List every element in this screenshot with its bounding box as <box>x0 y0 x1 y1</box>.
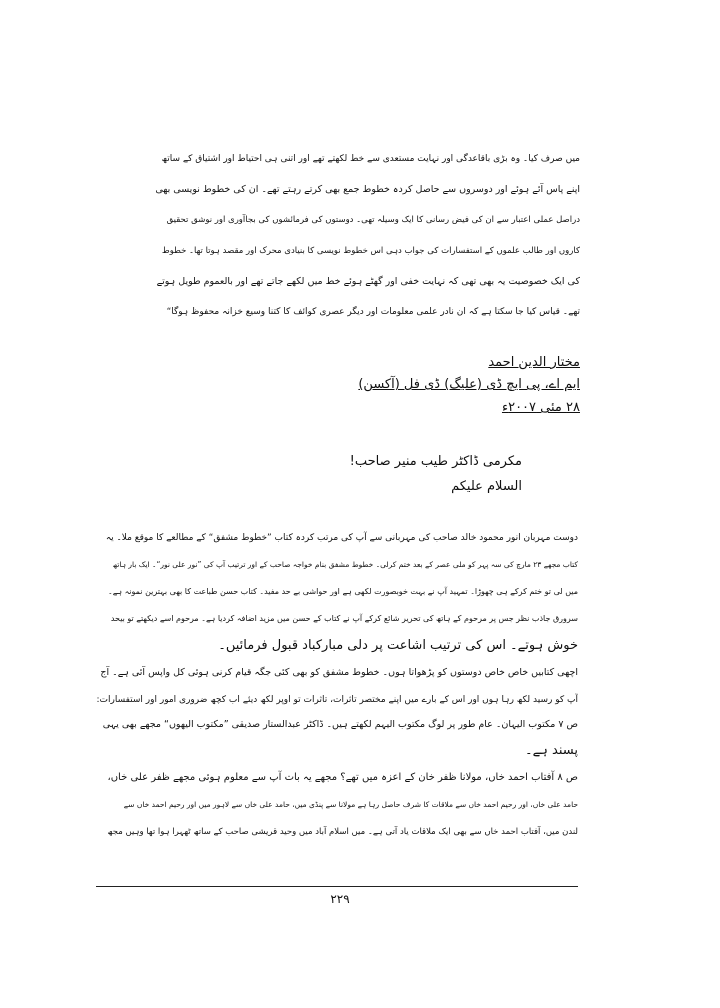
text-line: کاروں اور طالب علموں کے استفسارات کی جواب دہی اس خطوط نویسی کا بنیادی محرک اور مقصد ہوتا تھا۔ خطوط <box>161 246 580 256</box>
signature-name: مختار الدین احمد <box>488 355 580 370</box>
text-line: میں صرف کیا۔ وہ بڑی باقاعدگی اور نہایت مستعدی سے خط لکھتے تھے اور اتنی ہی احتیاط اور اشتیاق کے ساتھ <box>161 154 580 164</box>
text-line: خوش ہوتے۔ اس کی ترتیب اشاعت پر دلی مبارکباد قبول فرمائیں۔ <box>218 638 578 653</box>
text-line: تھے۔ قیاس کیا جا سکتا ہے کہ ان نادر علمی معلومات اور دیگر عصری کوائف کا کتنا وسیع خزانہ محفوظ ہوگا“ <box>166 307 580 317</box>
text-line: میں لی تو ختم کرکے ہی چھوڑا۔ تمہید آپ نے بہت خوبصورت لکھی ہے اور حواشی بے حد مفید۔ کتاب حسن طباعت کا بھی بہترین نمونہ ہے۔ <box>108 587 578 596</box>
letter-addressee: مکرمی ڈاکٹر طیب منیر صاحب! <box>349 454 522 469</box>
signature-degree: ایم اے، پی ایچ ڈی (علیگ) ڈی فل (آکسن) <box>358 377 580 392</box>
text-line: سرورق جاذب نظر جس پر مرحوم کے ہاتھ کی تحریر شائع کرکے آپ نے کتاب کے حسن میں مزید اضافہ کردیا ہے۔ مرحوم اسے دیکھتے تو بیحد <box>110 614 578 623</box>
text-line: کتاب مجھے ۲۳ مارچ کی سہ پہر کو ملی عصر کے بعد ختم کرلی۔ خطوط مشفق بنام خواجہ صاحب کے اور ترتیب آپ کی ”نور علی نور“۔ ایک بار ہاتھ <box>112 560 578 569</box>
text-line: آپ کو رسید لکھ رہا ہوں اور اس کے بارے میں اپنے مختصر تاثرات، تاثرات تو اوپر لکھ دیئے اب کچھ ضروری امور اور استفسارات: <box>96 695 578 705</box>
page-number: ۲۲۹ <box>330 892 350 906</box>
signature-date: ۲۸ مئی ۲۰۰۷ء <box>501 400 580 415</box>
letter-salutation: السلام علیکم <box>451 479 522 494</box>
text-line: دراصل عملی اعتبار سے ان کی فیض رسانی کا ایک وسیلہ تھی۔ دوستوں کی فرمائشوں کی بجاآوری اور نوشق تحقیق <box>166 215 580 225</box>
text-line: اچھی کتابیں خاص خاص دوستوں کو پڑھواتا ہوں۔ خطوط مشفق کو بھی کئی جگہ قیام کرنی ہوئی کل واپس آئی ہے۔ آج <box>100 667 578 678</box>
note-line: پسند ہے۔ <box>525 743 578 758</box>
text-line: اپنے پاس آئے ہوئے اور دوسروں سے حاصل کردہ خطوط جمع بھی کرتے رہتے تھے۔ ان کی خطوط نویسی بھی <box>155 184 580 195</box>
note-line: لندن میں، آفتاب احمد خاں سے بھی ایک ملاقات یاد آتی ہے۔ میں اسلام آباد میں وحید قریشی صاحب کے ساتھ ٹھہرا ہوا تھا وہیں مجھ <box>107 827 578 837</box>
footer-rule <box>96 886 578 887</box>
note-line: حامد علی خاں، اور رحیم احمد خاں سے ملاقات کا شرف حاصل رہا ہے مولانا سے پنڈی میں، حامد علی خاں سے لاہور میں اور رحیم احمد خاں سے <box>123 800 578 809</box>
note-line: ص ۸ آفتاب احمد خاں، مولانا ظفر خان کے اعزہ میں تھے؟ مجھے یہ بات آپ سے معلوم ہوئی مجھے ظفر علی خاں، <box>107 772 578 783</box>
text-line: کی ایک خصوصیت یہ بھی تھی کہ نہایت خفی اور گھٹے ہوئے خط میں لکھے جاتے تھے اور بالعموم طویل ہوتے <box>156 276 580 287</box>
note-line: ص ۷ مکتوب الیہان۔ عام طور پر لوگ مکتوب الیہم لکھتے ہیں۔ ڈاکٹر عبدالستار صدیقی ”مکتوب الیھوں“ مجھے بھی یہی <box>102 719 578 730</box>
text-line: دوست مہربان انور محمود خالد صاحب کی مہربانی سے آپ کی مرتب کردہ کتاب ”خطوط مشفق“ کے مطالعے کا موقع ملا۔ یہ <box>105 533 578 543</box>
